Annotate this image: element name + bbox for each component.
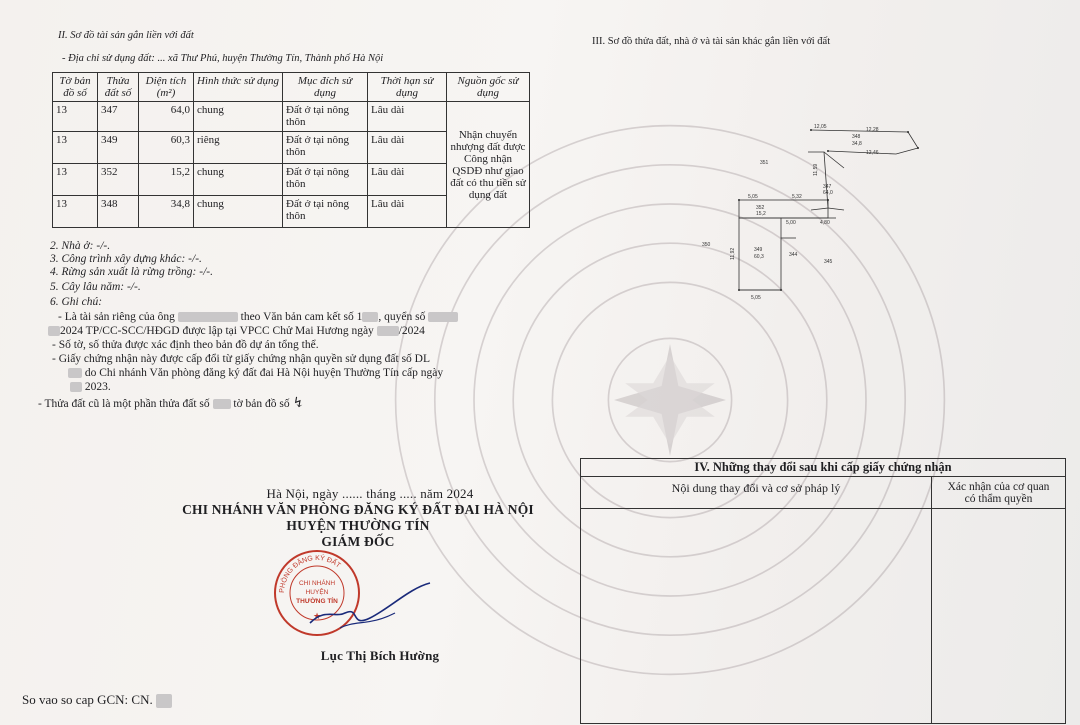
plot-label: 15,2 [756, 211, 766, 217]
changes-table [580, 458, 1066, 724]
issuing-office: CHI NHÁNH VĂN PHÒNG ĐĂNG KÝ ĐẤT ĐAI HÀ NỘI [182, 502, 534, 517]
note-other-works: 3. Công trình xây dựng khác: -/-. [50, 253, 202, 265]
section-ii-header: II. Sơ đồ tài sản gắn liền với đất [58, 30, 194, 41]
plot-label: 350 [702, 242, 711, 248]
registry-number-label: So vao so cap GCN: CN. [22, 692, 153, 707]
dimension-label: 11,59 [813, 163, 819, 176]
redacted-block [48, 326, 60, 336]
note-line-1c: , quyển số [378, 311, 426, 323]
dimension-label: 12,28 [866, 127, 879, 133]
plot-label: 64,0 [823, 190, 833, 196]
changes-col-content: Nội dung thay đổi và cơ sở pháp lý [581, 477, 932, 509]
star-icon: ★ [312, 611, 322, 621]
note-remarks-label: 6. Ghi chú: [50, 296, 103, 308]
cell-area: 34,8 [139, 196, 194, 228]
redacted-block [178, 312, 238, 322]
note-line-5a: do Chi nhánh Văn phòng đăng ký đất đai Hà Nội huyện Thường Tín cấp ngày [84, 367, 444, 379]
dimension-label: 5,05 [748, 194, 758, 200]
redacted-block [70, 382, 82, 392]
plot-label: 345 [824, 259, 833, 265]
dimension-label: 4,80 [820, 220, 830, 226]
plot-label: 349 [754, 247, 763, 253]
col-map-sheet: Tờ bản đồ số [53, 73, 98, 102]
plot-diagram [696, 118, 936, 308]
cell-form: chung [194, 164, 283, 196]
plot-label: 344 [789, 252, 798, 258]
registry-number [22, 692, 172, 708]
cell-form: chung [194, 102, 283, 132]
col-origin: Nguồn gốc sử dụng [447, 73, 530, 102]
signer-title: GIÁM ĐỐC [321, 534, 395, 549]
cell-purpose: Đất ở tại nông thôn [283, 164, 368, 196]
col-term: Thời hạn sử dụng [368, 73, 447, 102]
cell-sheet: 13 [53, 102, 98, 132]
note-perennial: 5. Cây lâu năm: -/-. [50, 281, 141, 293]
issuing-office-district: HUYỆN THƯỜNG TÍN [286, 518, 430, 533]
changes-col-confirm-1: Xác nhận của cơ quan [947, 480, 1050, 493]
cell-area: 64,0 [139, 102, 194, 132]
plot-label: 60,3 [754, 254, 764, 260]
note-line-6 [70, 381, 111, 394]
stamp-ring-text: PHÒNG ĐĂNG KÝ ĐẤT [278, 554, 342, 594]
col-parcel: Thửa đất số [98, 73, 139, 102]
cell-area: 15,2 [139, 164, 194, 196]
plot-label: 352 [756, 205, 765, 211]
note-line-2 [48, 325, 425, 338]
note-line-1a: - Là tài sản riêng của ông [58, 311, 175, 323]
land-use-table [52, 72, 530, 228]
cell-sheet: 13 [53, 164, 98, 196]
cell-sheet: 13 [53, 132, 98, 164]
dimension-label: 11,92 [730, 247, 736, 260]
cell-parcel: 352 [98, 164, 139, 196]
redacted-block [428, 312, 458, 322]
note-line-6a: 2023. [84, 381, 111, 393]
plot-label: 34,8 [852, 141, 862, 147]
note-line-7a: - Thửa đất cũ là một phần thửa đất số [38, 398, 210, 410]
cell-parcel: 347 [98, 102, 139, 132]
dimension-label: 5,32 [792, 194, 802, 200]
changes-empty-cell [932, 509, 1066, 724]
dimension-label: 12,05 [814, 124, 827, 130]
dimension-label: 5,05 [751, 295, 761, 301]
note-line-1 [58, 311, 458, 324]
note-line-3: - Số tờ, số thửa được xác định theo bản đồ dự án tổng thể. [52, 339, 319, 351]
note-line-4: - Giấy chứng nhận này được cấp đổi từ giấy chứng nhận quyền sử dụng đất số DL [52, 353, 431, 365]
plot-label: 348 [852, 134, 861, 140]
cell-parcel: 348 [98, 196, 139, 228]
plot-label: 351 [760, 160, 769, 166]
dimension-label: 5,00 [786, 220, 796, 226]
redacted-block [377, 326, 399, 336]
note-line-1b: theo Văn bản cam kết số 1 [240, 311, 363, 323]
redacted-block [68, 368, 82, 378]
handwritten-signature [300, 578, 440, 638]
section-iii-title: III. Sơ đồ thửa đất, nhà ở và tài sản khác gắn liền với đất [592, 36, 831, 47]
redacted-block [362, 312, 378, 322]
stamp-center-1: CHI NHÁNH [298, 580, 336, 587]
redacted-block [156, 694, 172, 708]
stamp-center-2: HUYỆN [305, 589, 329, 596]
stamp-center-3: THƯỜNG TÍN [296, 598, 338, 605]
changes-col-confirm [932, 477, 1066, 509]
cell-term: Lâu dài [368, 164, 447, 196]
cell-form: chung [194, 196, 283, 228]
cell-purpose: Đất ở tại nông thôn [283, 102, 368, 132]
redacted-block [213, 399, 231, 409]
changes-title: IV. Những thay đổi sau khi cấp giấy chứng nhận [581, 459, 1066, 477]
cell-term: Lâu dài [368, 102, 447, 132]
note-line-5 [68, 367, 443, 380]
dimension-label: 12,46 [866, 150, 879, 156]
cell-form: riêng [194, 132, 283, 164]
note-forest: 4. Rừng sản xuất là rừng trồng: -/-. [50, 266, 213, 278]
land-address: - Địa chỉ sử dụng đất: ... xã Thư Phú, huyện Thường Tín, Thành phố Hà Nội [62, 53, 384, 64]
signer-name: Lục Thị Bích Hường [320, 648, 440, 663]
table-header-row [53, 73, 530, 102]
changes-col-confirm-2: có thẩm quyền [964, 492, 1033, 505]
cell-origin: Nhận chuyển nhượng đất được Công nhận QSDĐ như giao đất có thu tiền sử dụng đất [447, 102, 530, 228]
cell-purpose: Đất ở tại nông thôn [283, 196, 368, 228]
note-line-7: - Thửa đất cũ là một phần thửa đất số tờ bản đồ số ↯ [38, 396, 305, 411]
col-area: Diện tích (m²) [139, 73, 194, 102]
cell-area: 60,3 [139, 132, 194, 164]
note-house: 2. Nhà ở: -/-. [50, 240, 111, 252]
cell-term: Lâu dài [368, 196, 447, 228]
cell-purpose: Đất ở tại nông thôn [283, 132, 368, 164]
cell-term: Lâu dài [368, 132, 447, 164]
note-line-7b: tờ bản đồ số [233, 398, 290, 410]
issue-date: Hà Nội, ngày ...... tháng ..... năm 2024 [266, 486, 474, 501]
note-line-2b: /2024 [398, 325, 425, 337]
plot-label: 347 [823, 184, 832, 190]
note-line-2a: 2024 TP/CC-SCC/HĐGD được lập tại VPCC Chử Mai Hương ngày [60, 325, 374, 337]
cell-parcel: 349 [98, 132, 139, 164]
cell-sheet: 13 [53, 196, 98, 228]
col-usage-form: Hình thức sử dụng [194, 73, 283, 102]
col-purpose: Mục đích sử dụng [283, 73, 368, 102]
table-row [53, 102, 530, 132]
changes-empty-cell [581, 509, 932, 724]
